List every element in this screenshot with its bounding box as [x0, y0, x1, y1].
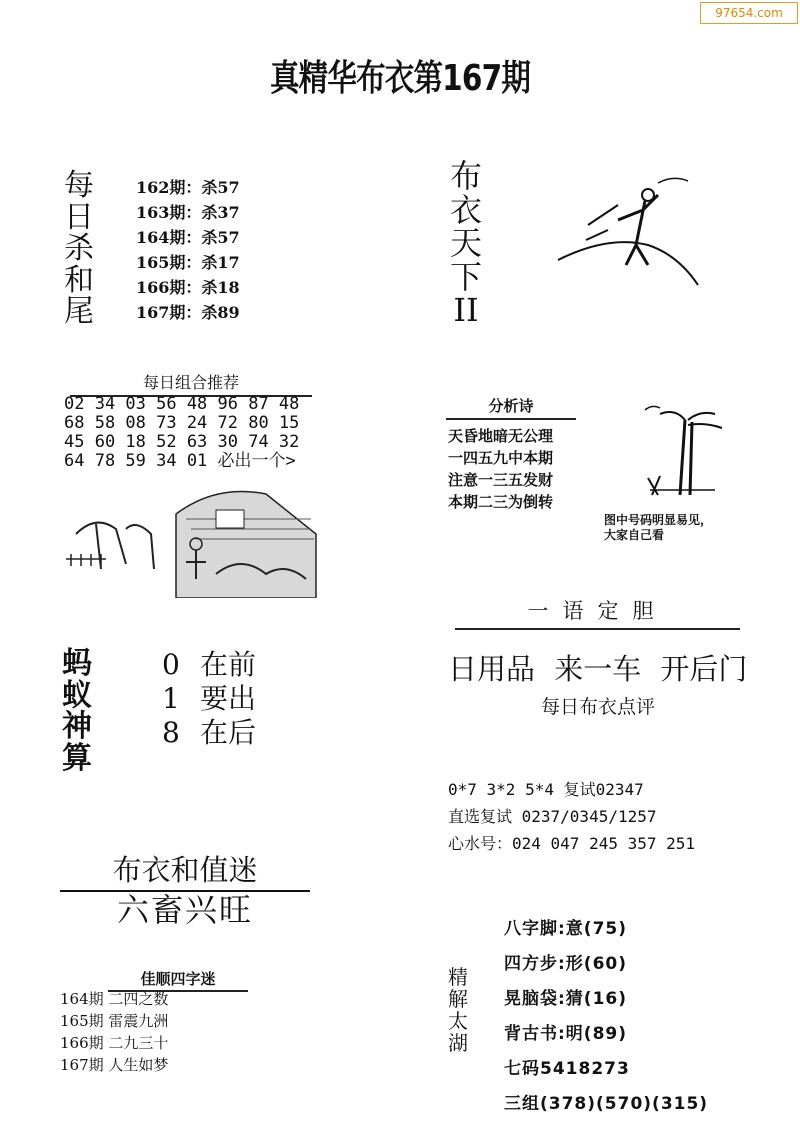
list-item — [162, 648, 256, 682]
heading-char: 布 — [450, 157, 483, 195]
sum-riddle-title: 布衣和值迷 — [60, 848, 310, 892]
list-item: 162期：杀57 — [136, 178, 240, 197]
combo-row: 45 60 18 52 63 30 74 32 — [64, 432, 300, 452]
watermark: 97654.com — [700, 2, 798, 24]
list-item: 164期 二四之数 — [60, 990, 169, 1008]
note-line: 大家自己看 — [604, 528, 665, 542]
one-phrase-title: 一语定胆 — [455, 595, 740, 630]
heading-char: 天 — [450, 224, 483, 263]
daily-kill-list — [136, 175, 240, 325]
ant-text: 在后 — [200, 716, 257, 749]
poem-lines — [448, 425, 553, 513]
heading-char: 湖 — [448, 1031, 468, 1055]
codes-list — [448, 776, 695, 857]
heading-char: 解 — [448, 987, 468, 1011]
poem-line: 注意一三五发财 — [448, 471, 554, 489]
ant-text: 在前 — [200, 648, 257, 681]
list-item: 164期：杀57 — [136, 228, 240, 247]
ant-heading — [62, 648, 92, 774]
lake-heading — [448, 966, 468, 1054]
buyi-heading — [450, 157, 483, 330]
review-title: 每日布衣点评 — [540, 696, 655, 718]
list-item: 七码5418273 — [504, 1059, 630, 1079]
heading-char: 神 — [62, 709, 92, 744]
code-line: 心水号：024 047 245 357 251 — [448, 834, 696, 853]
code-line: 直选复试 0237/0345/1257 — [448, 807, 657, 826]
list-item: 三组(378)(570)(315) — [504, 1094, 709, 1114]
poem-line: 一四五九中本期 — [448, 449, 554, 467]
list-item: 163期：杀37 — [136, 203, 240, 222]
ant-num: 8 — [162, 716, 180, 749]
list-item: 167期 人生如梦 — [60, 1056, 169, 1074]
heading-char: 衣 — [450, 190, 483, 229]
poem-line: 天昏地暗无公理 — [448, 427, 554, 445]
ant-num: 1 — [162, 682, 180, 715]
heading-char: 下 — [450, 257, 483, 296]
list-item: 八字脚:意(75) — [504, 919, 627, 939]
combo-row: 68 58 08 73 24 72 80 15 — [64, 413, 300, 433]
heading-char: 尾 — [64, 294, 94, 329]
combo-row: 02 34 03 56 48 96 87 48 — [64, 394, 300, 414]
list-item: 165期：杀17 — [136, 253, 240, 272]
combo-title: 每日组合推荐 — [70, 370, 312, 397]
heading-char: 和 — [64, 262, 94, 298]
poem-line: 本期二三为倒转 — [448, 493, 554, 511]
list-item: 166期 二九三十 — [60, 1034, 169, 1052]
lake-list — [504, 912, 708, 1122]
heading-char: 精 — [448, 965, 468, 989]
one-phrase-text: 日用品 来一车 开后门 — [448, 652, 748, 686]
list-item — [162, 716, 256, 750]
list-item: 166期：杀18 — [136, 278, 240, 297]
list-item — [162, 682, 256, 716]
ant-num: 0 — [162, 648, 180, 681]
riddle-list — [60, 988, 168, 1076]
daily-kill-heading — [64, 170, 94, 328]
list-item: 167期：杀89 — [136, 303, 240, 322]
poem-note — [604, 513, 712, 543]
poem-title: 分析诗 — [446, 395, 576, 420]
list-item: 背古书:明(89) — [504, 1024, 627, 1044]
stick-figure-illustration — [548, 165, 708, 295]
note-line: 图中号码明显易见， — [604, 513, 713, 527]
combo-row: 64 78 59 34 01 必出一个> — [64, 451, 296, 471]
list-item: 晃脑袋:猜(16) — [504, 989, 627, 1009]
heading-char: 日 — [64, 199, 94, 235]
list-item: 四方步:形(60) — [504, 954, 627, 974]
sum-riddle-answer: 六畜兴旺 — [116, 891, 253, 929]
heading-char: II — [453, 291, 479, 330]
ant-list — [162, 648, 256, 750]
heading-char: 杀 — [64, 231, 94, 266]
list-item: 165期 雷震九洲 — [60, 1012, 169, 1030]
code-line: 0*7 3*2 5*4 复试02347 — [448, 780, 644, 799]
heading-char: 蚁 — [62, 677, 92, 713]
village-illustration — [66, 474, 322, 598]
heading-char: 太 — [448, 1009, 468, 1033]
heading-char: 每 — [64, 168, 94, 203]
heading-char: 算 — [62, 740, 92, 776]
tree-figure-illustration — [630, 400, 730, 510]
page-title: 真精华布衣第167期 — [269, 58, 531, 99]
ant-text: 要出 — [200, 682, 257, 715]
combo-grid — [64, 395, 299, 471]
riddle-title: 佳顺四字迷 — [108, 968, 248, 992]
heading-char: 蚂 — [62, 646, 92, 681]
